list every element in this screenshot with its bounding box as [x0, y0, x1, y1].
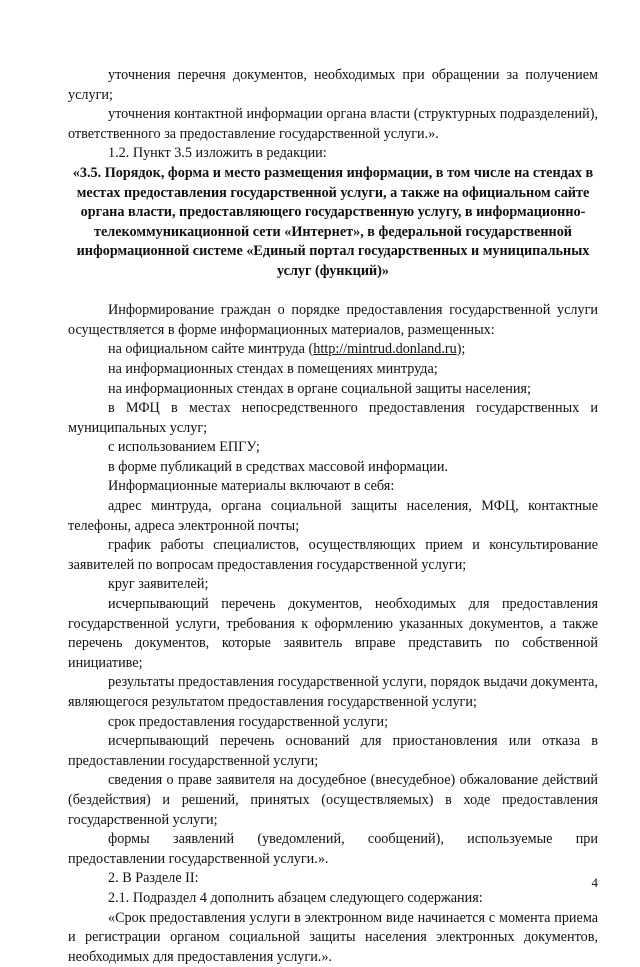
document-page [68, 66, 598, 967]
paragraph: исчерпывающий перечень оснований для приостановления или отказа в предоставлении государственной услуги; [68, 733, 598, 769]
paragraph: результаты предоставления государственной услуги, порядок выдачи документа, являющегося результатом предоставления государственной услуги; [68, 674, 598, 710]
paragraph: 2.1. Подраздел 4 дополнить абзацем следующего содержания: [108, 889, 483, 906]
paragraph: сведения о праве заявителя на досудебное (внесудебное) обжалование действий (бездействия) и решений, принятых (осуществляемых) в ходе предоставления государственной услуги; [68, 772, 598, 828]
paragraph: 1.2. Пункт 3.5 изложить в редакции: [108, 145, 327, 162]
paragraph: с использованием ЕПГУ; [108, 439, 260, 456]
page-number: 4 [591, 875, 598, 890]
paragraph: на информационных стендах в помещениях минтруда; [108, 360, 438, 377]
paragraph: исчерпывающий перечень документов, необходимых для предоставления государственной услуги, требования к оформлению указанных документов, а также перечень документов, которые заявитель вправе представить по собственной инициативе; [68, 596, 598, 671]
paragraph-site [68, 340, 598, 360]
paragraph: круг заявителей; [108, 576, 209, 593]
site-text-before: на официальном сайте минтруда ( [108, 341, 314, 358]
paragraph: в форме публикаций в средствах массовой информации. [108, 458, 449, 475]
paragraph: Информационные материалы включают в себя: [108, 478, 395, 495]
paragraph: формы заявлений (уведомлений, сообщений), используемые при предоставлении государственной услуги.». [68, 831, 598, 867]
paragraph: Информирование граждан о порядке предоставления государственной услуги осуществляется в форме информационных материалов, размещенных: [68, 302, 598, 338]
paragraph: срок предоставления государственной услуги; [108, 713, 389, 730]
paragraph: на информационных стендах в органе социальной защиты населения; [108, 380, 531, 397]
paragraph: 2. В Разделе II: [108, 870, 199, 887]
paragraph: график работы специалистов, осуществляющих прием и консультирование заявителей по вопросам предоставления государственной услуги; [68, 537, 598, 573]
paragraph: «Срок предоставления услуги в электронном виде начинается с момента приема и регистрации органом социальной защиты населения электронных документов, необходимых для предоставления услуги.». [68, 909, 598, 965]
site-text-after: ); [456, 341, 466, 358]
paragraph: уточнения перечня документов, необходимых при обращении за получением услуги; [68, 67, 598, 103]
section-heading: «3.5. Порядок, форма и место размещения информации, в том числе на стендах в местах предоставления государственной услуги, а также на официальном сайте органа власти, предоставляющего государственную услугу, в информационно-телекоммуникационной сети «Интернет», в федеральной государственной информационной системе «Единый портал государственных и муниципальных услуг (функций)» [72, 164, 594, 279]
paragraph: адрес минтруда, органа социальной защиты населения, МФЦ, контактные телефоны, адреса электронной почты; [68, 498, 598, 534]
site-link[interactable]: http://mintrud.donland.ru [313, 341, 457, 358]
paragraph: в МФЦ в местах непосредственного предоставления государственных и муниципальных услуг; [68, 400, 598, 436]
paragraph: уточнения контактной информации органа власти (структурных подразделений), ответственного за предоставление государственной услуги.». [68, 106, 598, 142]
